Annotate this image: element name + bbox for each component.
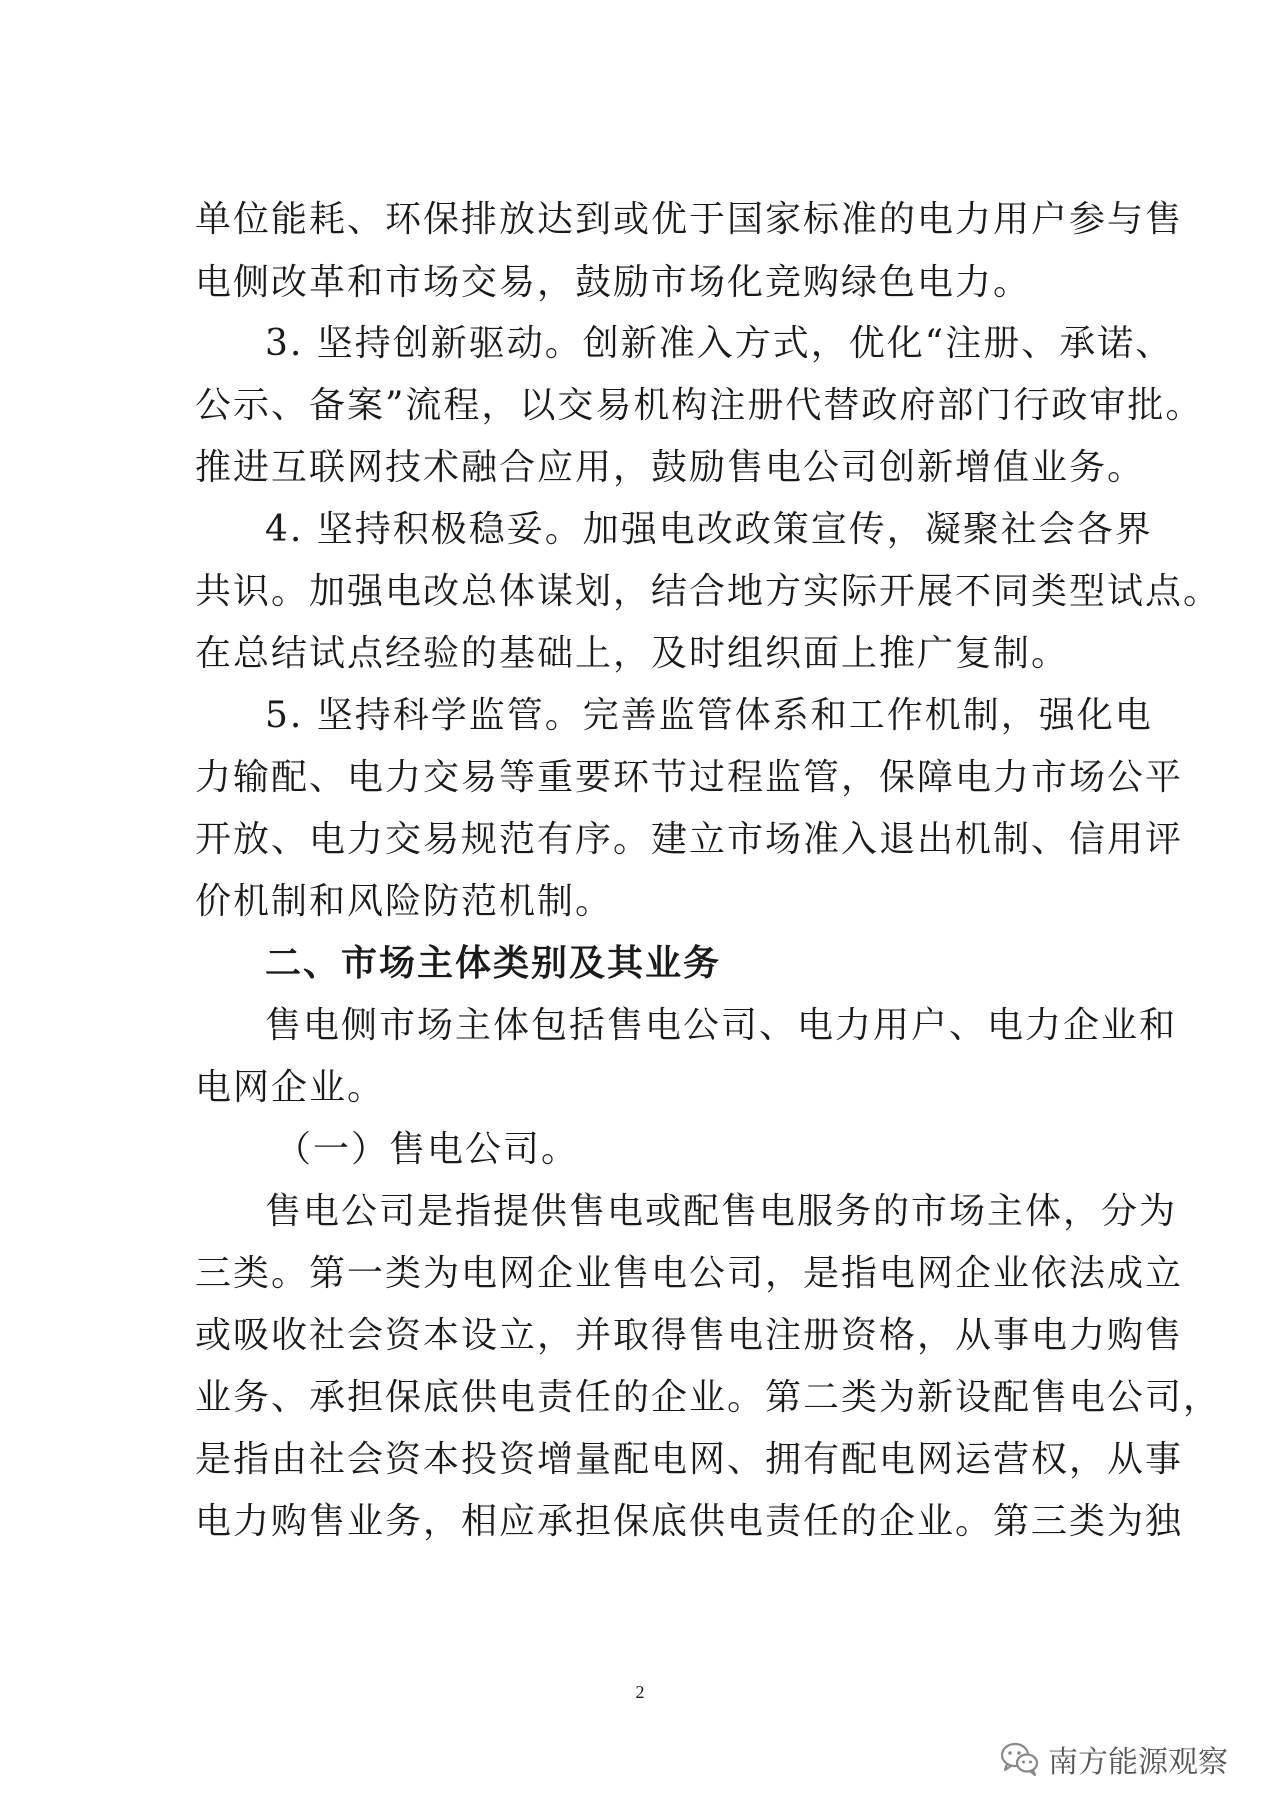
text-line: 价机制和风险防范机制。: [195, 881, 614, 922]
text-line: 共识。加强电改总体谋划，结合地方实际开展不同类型试点。: [195, 571, 1222, 612]
text-line: 推进互联网技术融合应用，鼓励售电公司创新增值业务。: [195, 447, 1146, 488]
text-line: 或吸收社会资本设立，并取得售电注册资格，从事电力购售: [195, 1315, 1184, 1356]
text-line: 售电侧市场主体包括售电公司、电力用户、电力企业和: [265, 1005, 1178, 1046]
text-line: 3. 坚持创新驱动。创新准入方式，优化“注册、承诺、: [265, 323, 1174, 364]
subsection-heading: （一）售电公司。: [275, 1129, 580, 1170]
text-line: 开放、电力交易规范有序。建立市场准入退出机制、信用评: [195, 819, 1184, 860]
watermark: [1000, 1737, 1228, 1781]
page-number: 2: [635, 1682, 645, 1702]
text-line: 4. 坚持积极稳妥。加强电改政策宣传，凝聚社会各界: [265, 509, 1153, 550]
text-line: 电侧改革和市场交易，鼓励市场化竞购绿色电力。: [195, 262, 1032, 303]
text-line: 售电公司是指提供售电或配售电服务的市场主体，分为: [265, 1191, 1178, 1232]
section-heading: 二、市场主体类别及其业务: [265, 943, 722, 984]
wechat-icon: [1000, 1741, 1040, 1777]
text-line: 5. 坚持科学监管。完善监管体系和工作机制，强化电: [265, 695, 1153, 736]
text-line: 三类。第一类为电网企业售电公司，是指电网企业依法成立: [195, 1253, 1184, 1294]
text-line: 公示、备案”流程，以交易机构注册代替政府部门行政审批。: [195, 385, 1204, 426]
text-line: 单位能耗、环保排放达到或优于国家标准的电力用户参与售: [195, 199, 1184, 240]
text-line: 电力购售业务，相应承担保底供电责任的企业。第三类为独: [195, 1501, 1184, 1542]
text-line: 电网企业。: [195, 1067, 386, 1108]
watermark-text: 南方能源观察: [1048, 1745, 1228, 1780]
text-line: 在总结试点经验的基础上，及时组织面上推广复制。: [195, 633, 1070, 674]
text-line: 业务、承担保底供电责任的企业。第二类为新设配售电公司，: [195, 1377, 1222, 1418]
text-line: 是指由社会资本投资增量配电网、拥有配电网运营权，从事: [195, 1439, 1184, 1480]
text-line: 力输配、电力交易等重要环节过程监管，保障电力市场公平: [195, 757, 1184, 798]
